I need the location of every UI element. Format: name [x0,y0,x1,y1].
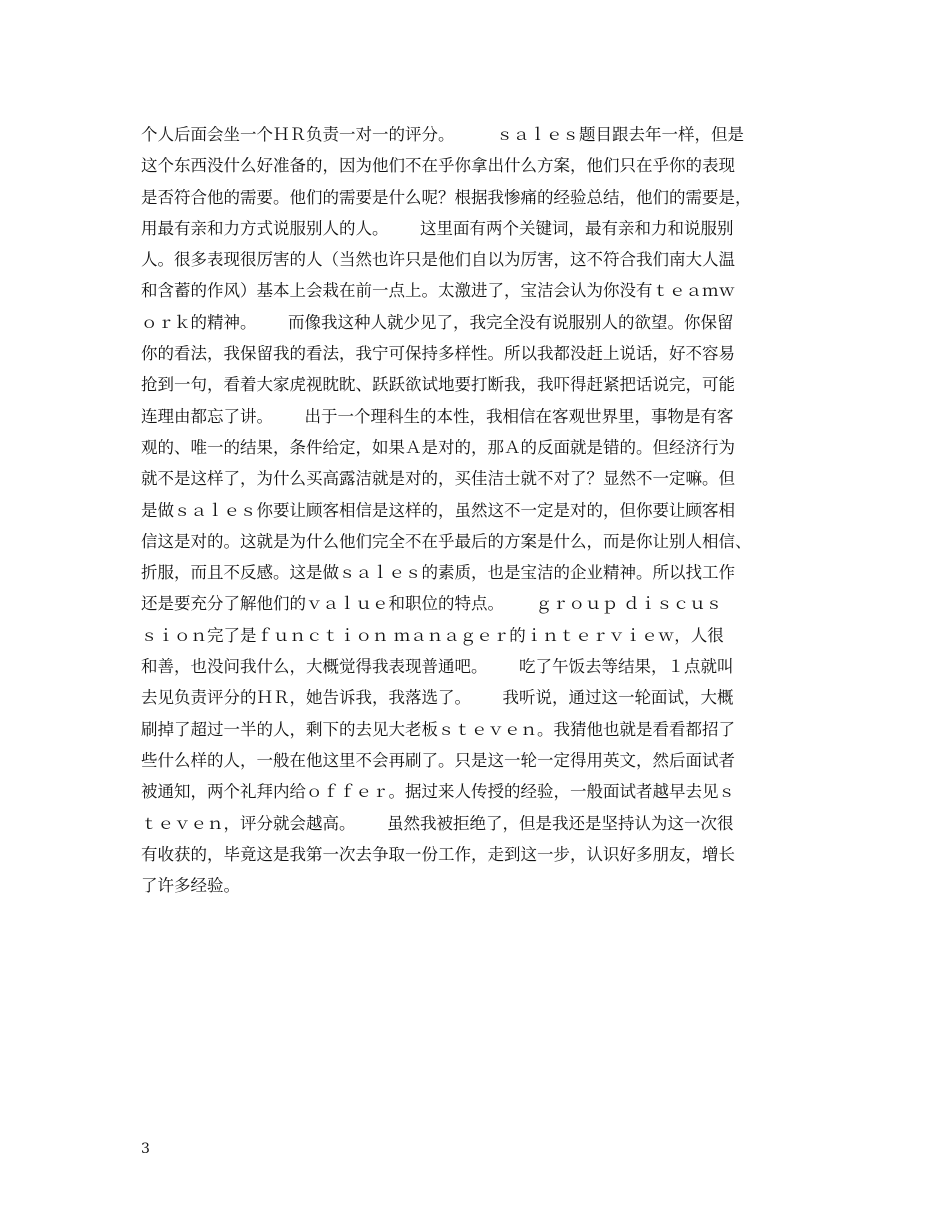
text-line: 用最有亲和力方式说服别人的人。 这里面有两个关键词，最有亲和力和说服别 [141,218,734,238]
text-line: ｏｒｋ的精神。 而像我这种人就少见了，我完全没有说服别人的欲望。你保留 [141,312,734,332]
document-body [141,119,821,901]
text-line: 是否符合他的需要。他们的需要是什么呢？根据我惨痛的经验总结，他们的需要是， [141,187,752,207]
text-line: 就不是这样了，为什么买高露洁就是对的，买佳洁士就不对了？显然不一定嘛。但 [141,469,735,489]
text-line: 抢到一句，看着大家虎视眈眈、跃跃欲试地要打断我，我吓得赶紧把话说完，可能 [141,375,735,395]
text-line: 去见负责评分的ＨＲ，她告诉我，我落选了。 我听说，通过这一轮面试，大概 [141,688,734,708]
text-line: ｓｉｏｎ完了是ｆｕｎｃｔｉｏｎ ｍａｎａｇｅｒ的ｉｎｔｅｒｖｉｅｗ，人很 [141,625,724,645]
text-line: ｔｅｖｅｎ，评分就会越高。 虽然我被拒绝了，但是我还是坚持认为这一次很 [141,813,734,833]
text-line: 连理由都忘了讲。 出于一个理科生的本性，我相信在客观世界里，事物是有客 [141,406,734,426]
text-line: 和含蓄的作风）基本上会栽在前一点上。太激进了，宝洁会认为你没有ｔｅａｍｗ [141,281,735,301]
page-number: 3 [141,1141,150,1157]
text-line: 有收获的，毕竟这是我第一次去争取一份工作，走到这一步，认识好多朋友，增长 [141,844,735,864]
text-line: 被通知，两个礼拜内给ｏｆｆｅｒ。据过来人传授的经验，一般面试者越早去见ｓ [141,782,735,802]
text-line: 是做ｓａｌｅｓ你要让顾客相信是这样的，虽然这不一定是对的，但你要让顾客相 [141,500,735,520]
text-line: 折服，而且不反感。这是做ｓａｌｅｓ的素质，也是宝洁的企业精神。所以找工作 [141,563,735,583]
text-line: 信这是对的。这就是为什么他们完全不在乎最后的方案是什么，而是你让别人相信、 [141,531,752,551]
text-line: 刷掉了超过一半的人，剩下的去见大老板ｓｔｅｖｅｎ。我猜他也就是看看都招了 [141,719,735,739]
text-line: 还是要充分了解他们的ｖａｌｕｅ和职位的特点。 ｇｒｏｕｐ ｄｉｓｃｕｓ [141,594,723,614]
text-line: 你的看法，我保留我的看法，我宁可保持多样性。所以我都没赶上说话，好不容易 [141,344,735,364]
text-line: 观的、唯一的结果，条件给定，如果Ａ是对的，那Ａ的反面就是错的。但经济行为 [141,437,735,457]
text-line: 些什么样的人，一般在他这里不会再刷了。只是这一轮一定得用英文，然后面试者 [141,750,735,770]
text-line: 人。很多表现很厉害的人（当然也许只是他们自以为厉害，这不符合我们南大人温 [141,250,735,270]
text-line: 这个东西没什么好准备的，因为他们不在乎你拿出什么方案，他们只在乎你的表现 [141,156,735,176]
text-line: 个人后面会坐一个ＨＲ负责一对一的评分。 ｓａｌｅｓ题目跟去年一样，但是 [141,125,744,144]
text-line: 了许多经验。 [141,876,240,896]
text-line: 和善，也没问我什么，大概觉得我表现普通吧。 吃了午饭去等结果，１点就叫 [141,657,734,677]
